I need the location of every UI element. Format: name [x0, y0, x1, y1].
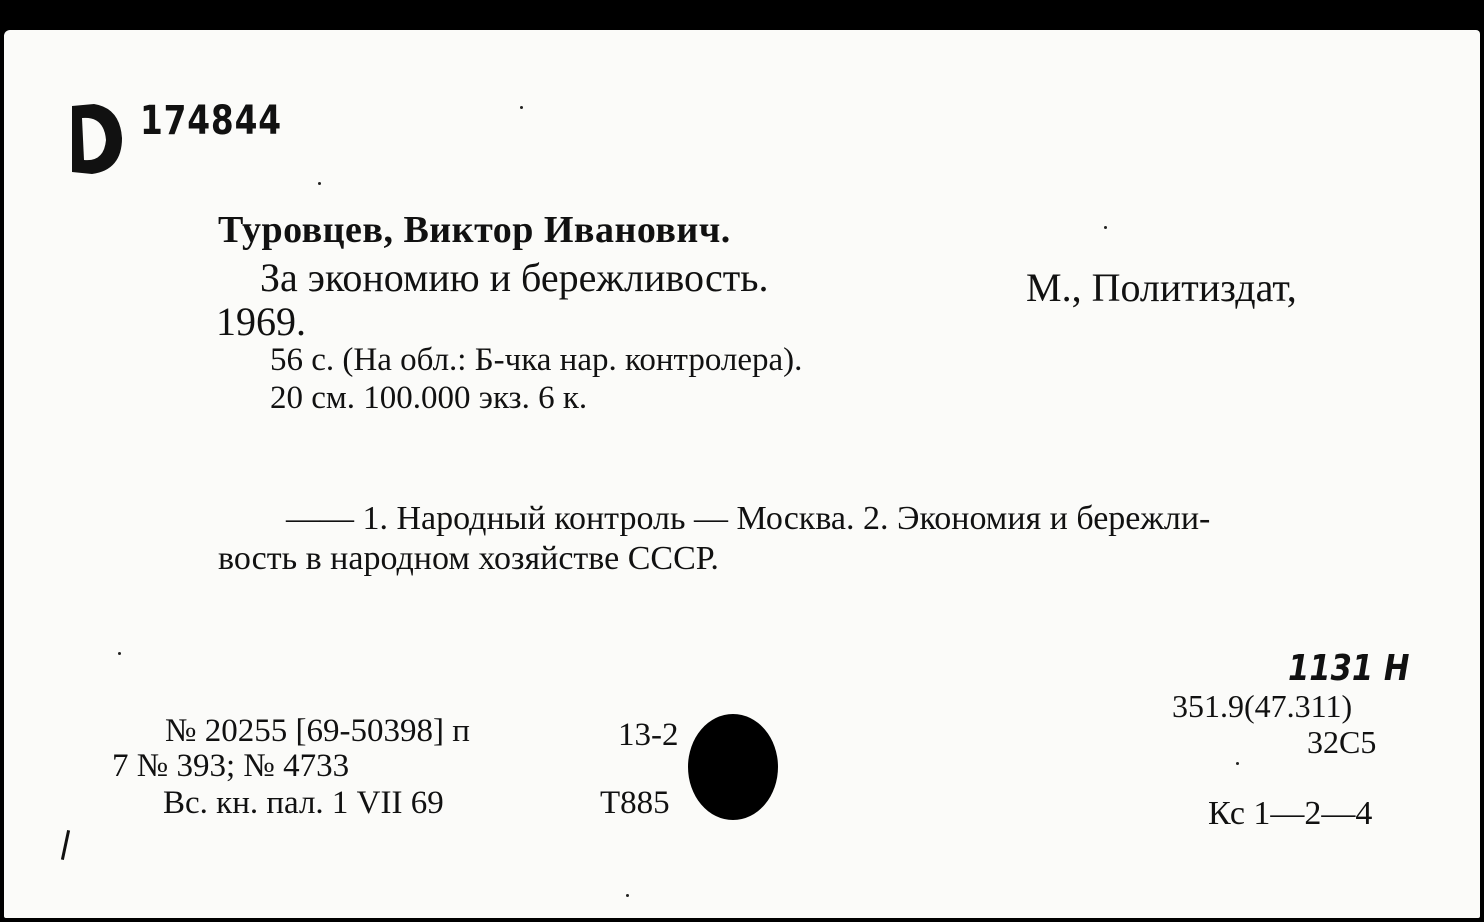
publication-year: 1969.: [216, 299, 306, 344]
classification-bbk: 32С5: [1307, 724, 1377, 760]
book-chamber-line: Вс. кн. пал. 1 VII 69: [163, 785, 444, 821]
speck: [118, 652, 121, 655]
print-code-t885: Т885: [600, 785, 670, 821]
subject-headings-line-1: —— 1. Народный контроль — Москва. 2. Экономия и бережли-: [286, 500, 1211, 537]
handwritten-shelf-mark: 1131 Н: [1288, 648, 1410, 689]
speck: [1236, 762, 1239, 765]
speck: [318, 182, 321, 185]
classification-ks: Кс 1—2—4: [1208, 795, 1373, 832]
author-heading: Туровцев, Виктор Иванович.: [218, 209, 731, 251]
accession-number: 174844: [140, 98, 282, 144]
print-number-line: № 20255 [69-50398] п: [165, 713, 470, 749]
place-publisher: М., Политиздат,: [1026, 265, 1297, 310]
print-order-line: 7 № 393; № 4733: [112, 748, 350, 784]
speck: [626, 894, 629, 897]
classification-udc: 351.9(47.311): [1172, 688, 1353, 724]
subject-headings-line-2: вость в народном хозяйстве СССР.: [218, 540, 719, 577]
speck: [1104, 226, 1107, 229]
punch-hole: [688, 714, 778, 820]
collation-line-1: 56 с. (На обл.: Б-чка нар. контролера).: [270, 342, 803, 378]
book-title: За экономию и бережливость.: [260, 255, 769, 300]
stamp-mark: [64, 100, 130, 180]
print-code-right: 13-2: [618, 717, 679, 753]
collation-line-2: 20 см. 100.000 экз. 6 к.: [270, 380, 588, 416]
speck: [520, 106, 523, 109]
